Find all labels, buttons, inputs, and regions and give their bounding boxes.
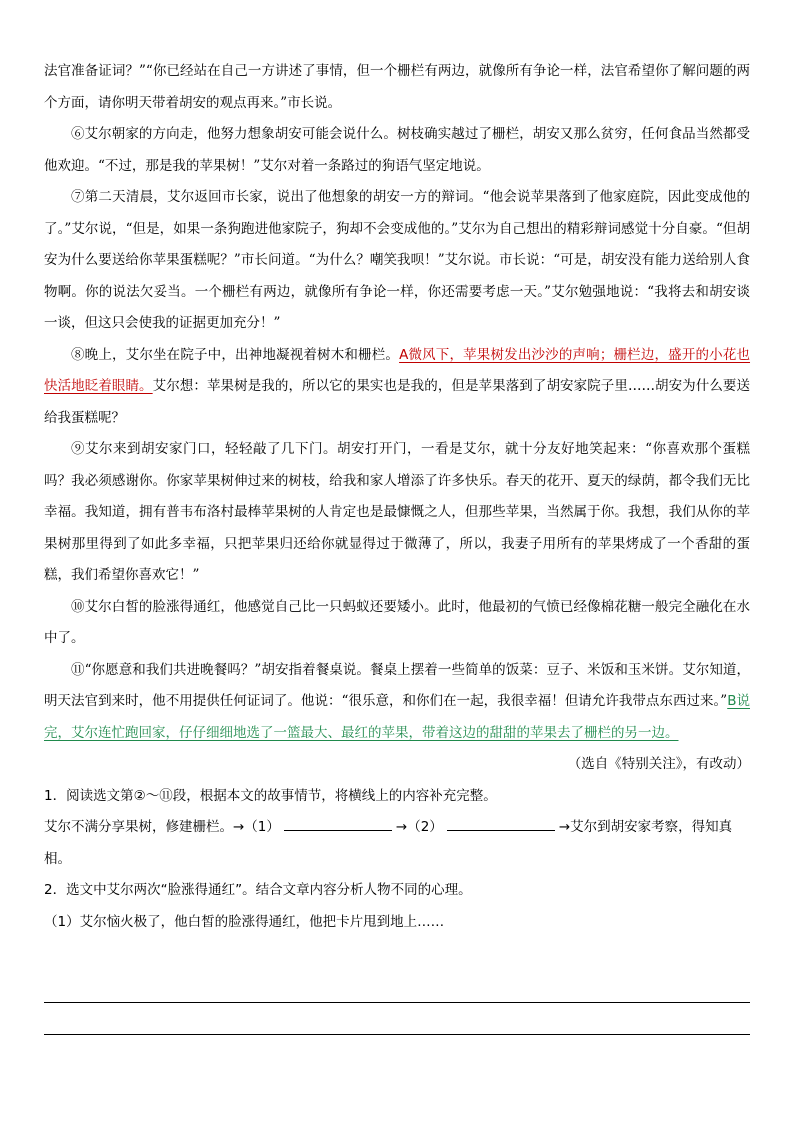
underlined-sentence-a: A微风下，苹果树发出沙沙的声响；栅栏边，盛开的小花也快活地眨着眼睛。 <box>44 346 751 394</box>
answer-blank-2[interactable] <box>447 816 555 831</box>
paragraph-5-end: 法官准备证词？”“你已经站在自己一方讲述了事情，但一个栅栏有两边，就像所有争论一样，法官希望你了解问题的两个方面，请你明天带着胡安的观点再来。”市长说。 <box>44 63 750 111</box>
flow-step-end: →艾尔到胡安家考察，得知真相。 <box>44 819 733 867</box>
paragraph-8-start: ⑧晚上，艾尔坐在院子中，出神地凝视着树木和栅栏。 <box>71 346 400 363</box>
source-citation: （选自《特别关注》，有改动） <box>567 756 750 772</box>
answer-blank-1[interactable] <box>284 816 392 831</box>
paragraph-10: ⑩艾尔白皙的脸涨得通红，他感觉自己比一只蚂蚁还要矮小。此时，他最初的气愤已经像棉花糖一般完全融化在水中了。 <box>44 598 750 646</box>
paragraph-8-end: 艾尔想：苹果树是我的，所以它的果实也是我的，但是苹果落到了胡安家院子里……胡安为什么要送给我蛋糕呢？ <box>44 378 750 426</box>
flow-step-mid: →（2） <box>395 819 443 835</box>
answer-line-2[interactable] <box>44 1034 750 1035</box>
underlined-sentence-b: B说完，艾尔连忙跑回家，仔仔细细地选了一篮最大、最红的苹果，带着这边的甜甜的苹果去了栅栏的另一边。 <box>44 693 750 741</box>
question-2: 2．选文中艾尔两次“脸涨得通红”。结合文章内容分析人物不同的心理。 <box>44 882 472 898</box>
question-2-part-1: （1）艾尔恼火极了，他白皙的脸涨得通红，他把卡片甩到地上…… <box>44 913 445 930</box>
paragraph-6: ⑥艾尔朝家的方向走，他努力想象胡安可能会说什么。树枝确实越过了栅栏，胡安又那么贫穷，任何食品当然都受他欢迎。“不过，那是我的苹果树！”艾尔对着一条路过的狗语气坚定地说。 <box>44 126 750 174</box>
paragraph-7: ⑦第二天清晨，艾尔返回市长家，说出了他想象的胡安一方的辩词。“他会说苹果落到了他家庭院，因此变成他的了。”艾尔说，“但是，如果一条狗跑进他家院子，狗却不会变成他的。”艾尔为自己想出的精彩辩词感觉十分自豪。“但胡安为什么要送给你苹果蛋糕呢？”市长问道。“为什么？嘲笑我呗！”艾尔说。市长说：“可是，胡安没有能力送给别人食物啊。你的说法欠妥当。一个栅栏有两边，就像所有争论一样，你还需要考虑一天。”艾尔勉强地说：“我将去和胡安谈一谈，但这只会使我的证据更加充分！” <box>44 189 750 331</box>
question-1-flow <box>44 812 750 875</box>
flow-step-start: 艾尔不满分享果树，修建栅栏。→（1） <box>44 819 280 835</box>
paragraph-9: ⑨艾尔来到胡安家门口，轻轻敲了几下门。胡安打开门，一看是艾尔，就十分友好地笑起来：“你喜欢那个蛋糕吗？我必须感谢你。你家苹果树伸过来的树枝，给我和家人增添了许多快乐。春天的花开、夏天的绿荫，都令我们无比幸福。我知道，拥有普韦布洛村最棒苹果树的人肯定也是最慷慨之人，但那些苹果，当然属于你。我想，我们从你的苹果树那里得到了如此多幸福，只把苹果归还给你就显得过于微薄了，所以，我妻子用所有的苹果烤成了一个香甜的蛋糕，我们希望你喜欢它！” <box>44 441 750 583</box>
question-1: 1．阅读选文第②～⑪段，根据本文的故事情节，将横线上的内容补充完整。 <box>44 787 497 804</box>
paragraph-8 <box>44 340 750 435</box>
paragraph-11 <box>44 655 750 750</box>
answer-line-1[interactable] <box>44 1002 750 1003</box>
document-page <box>44 56 750 938</box>
paragraph-11-start: ⑪“你愿意和我们共进晚餐吗？”胡安指着餐桌说。餐桌上摆着一些简单的饭菜：豆子、米饭和玉米饼。艾尔知道，明天法官到来时，他不用提供任何证词了。他说：“很乐意，和你们在一起，我很幸福！但请允许我带点东西过来。” <box>44 661 750 709</box>
